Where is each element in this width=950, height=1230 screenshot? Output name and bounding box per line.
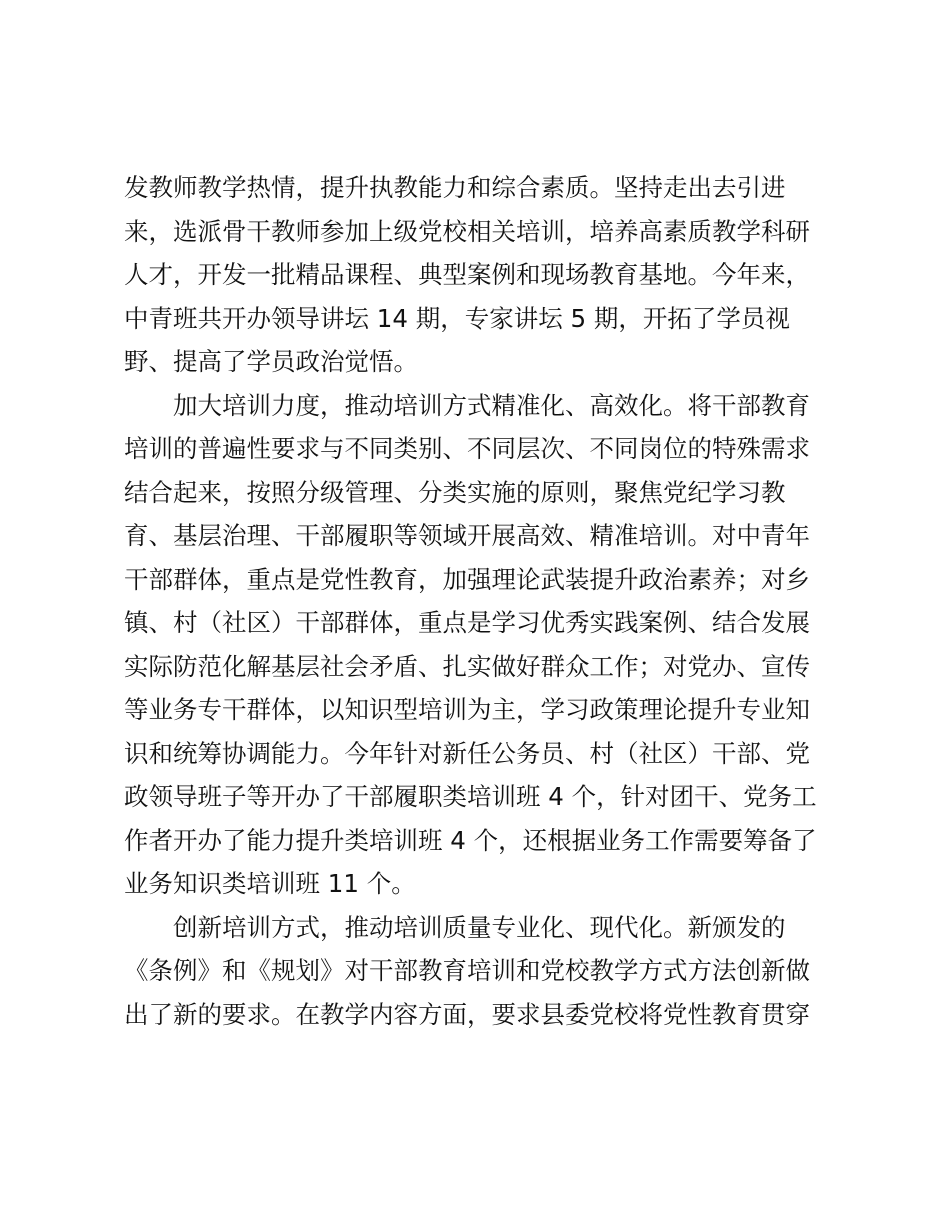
paragraph-start-line: 创新培训方式，推动培训质量专业化、现代化。新颁发的	[173, 912, 786, 942]
body-text	[124, 166, 824, 1036]
text-line: 《条例》和《规划》对干部教育培训和党校教学方式方法创新做	[124, 956, 810, 985]
text-line: 野、提高了学员政治觉悟。	[124, 347, 418, 376]
text-line: 等业务专干群体，以知识型培训为主，学习政策理论提升专业知	[124, 695, 810, 724]
text-line: 政领导班子等开办了干部履职类培训班 4 个，针对团干、党务工	[124, 782, 817, 811]
text-line: 中青班共开办领导讲坛 14 期，专家讲坛 5 期，开拓了学员视	[124, 303, 790, 333]
paragraph-start-line: 加大培训力度，推动培训方式精准化、高效化。将干部教育	[173, 390, 810, 420]
text-line: 培训的普遍性要求与不同类别、不同层次、不同岗位的特殊需求	[124, 434, 810, 463]
text-line: 人才，开发一批精品课程、典型案例和现场教育基地。今年来，	[124, 260, 810, 289]
text-line: 结合起来，按照分级管理、分类实施的原则，聚焦党纪学习教	[124, 477, 786, 507]
text-line: 实际防范化解基层社会矛盾、扎实做好群众工作；对党办、宣传	[124, 651, 810, 681]
text-line: 育、基层治理、干部履职等领域开展高效、精准培训。对中青年	[124, 521, 810, 550]
text-line: 来，选派骨干教师参加上级党校相关培训，培养高素质教学科研	[124, 216, 810, 246]
text-line: 镇、村（社区）干部群体，重点是学习优秀实践案例、结合发展	[124, 608, 810, 637]
text-line: 业务知识类培训班 11 个。	[124, 869, 416, 898]
text-line: 作者开办了能力提升类培训班 4 个，还根据业务工作需要筹备了	[124, 825, 817, 855]
text-line: 干部群体，重点是党性教育，加强理论武装提升政治素养；对乡	[124, 564, 810, 594]
text-line: 发教师教学热情，提升执教能力和综合素质。坚持走出去引进	[124, 173, 786, 202]
text-line: 识和统筹协调能力。今年针对新任公务员、村（社区）干部、党	[124, 738, 810, 768]
text-line: 出了新的要求。在教学内容方面，要求县委党校将党性教育贯穿	[124, 999, 810, 1029]
